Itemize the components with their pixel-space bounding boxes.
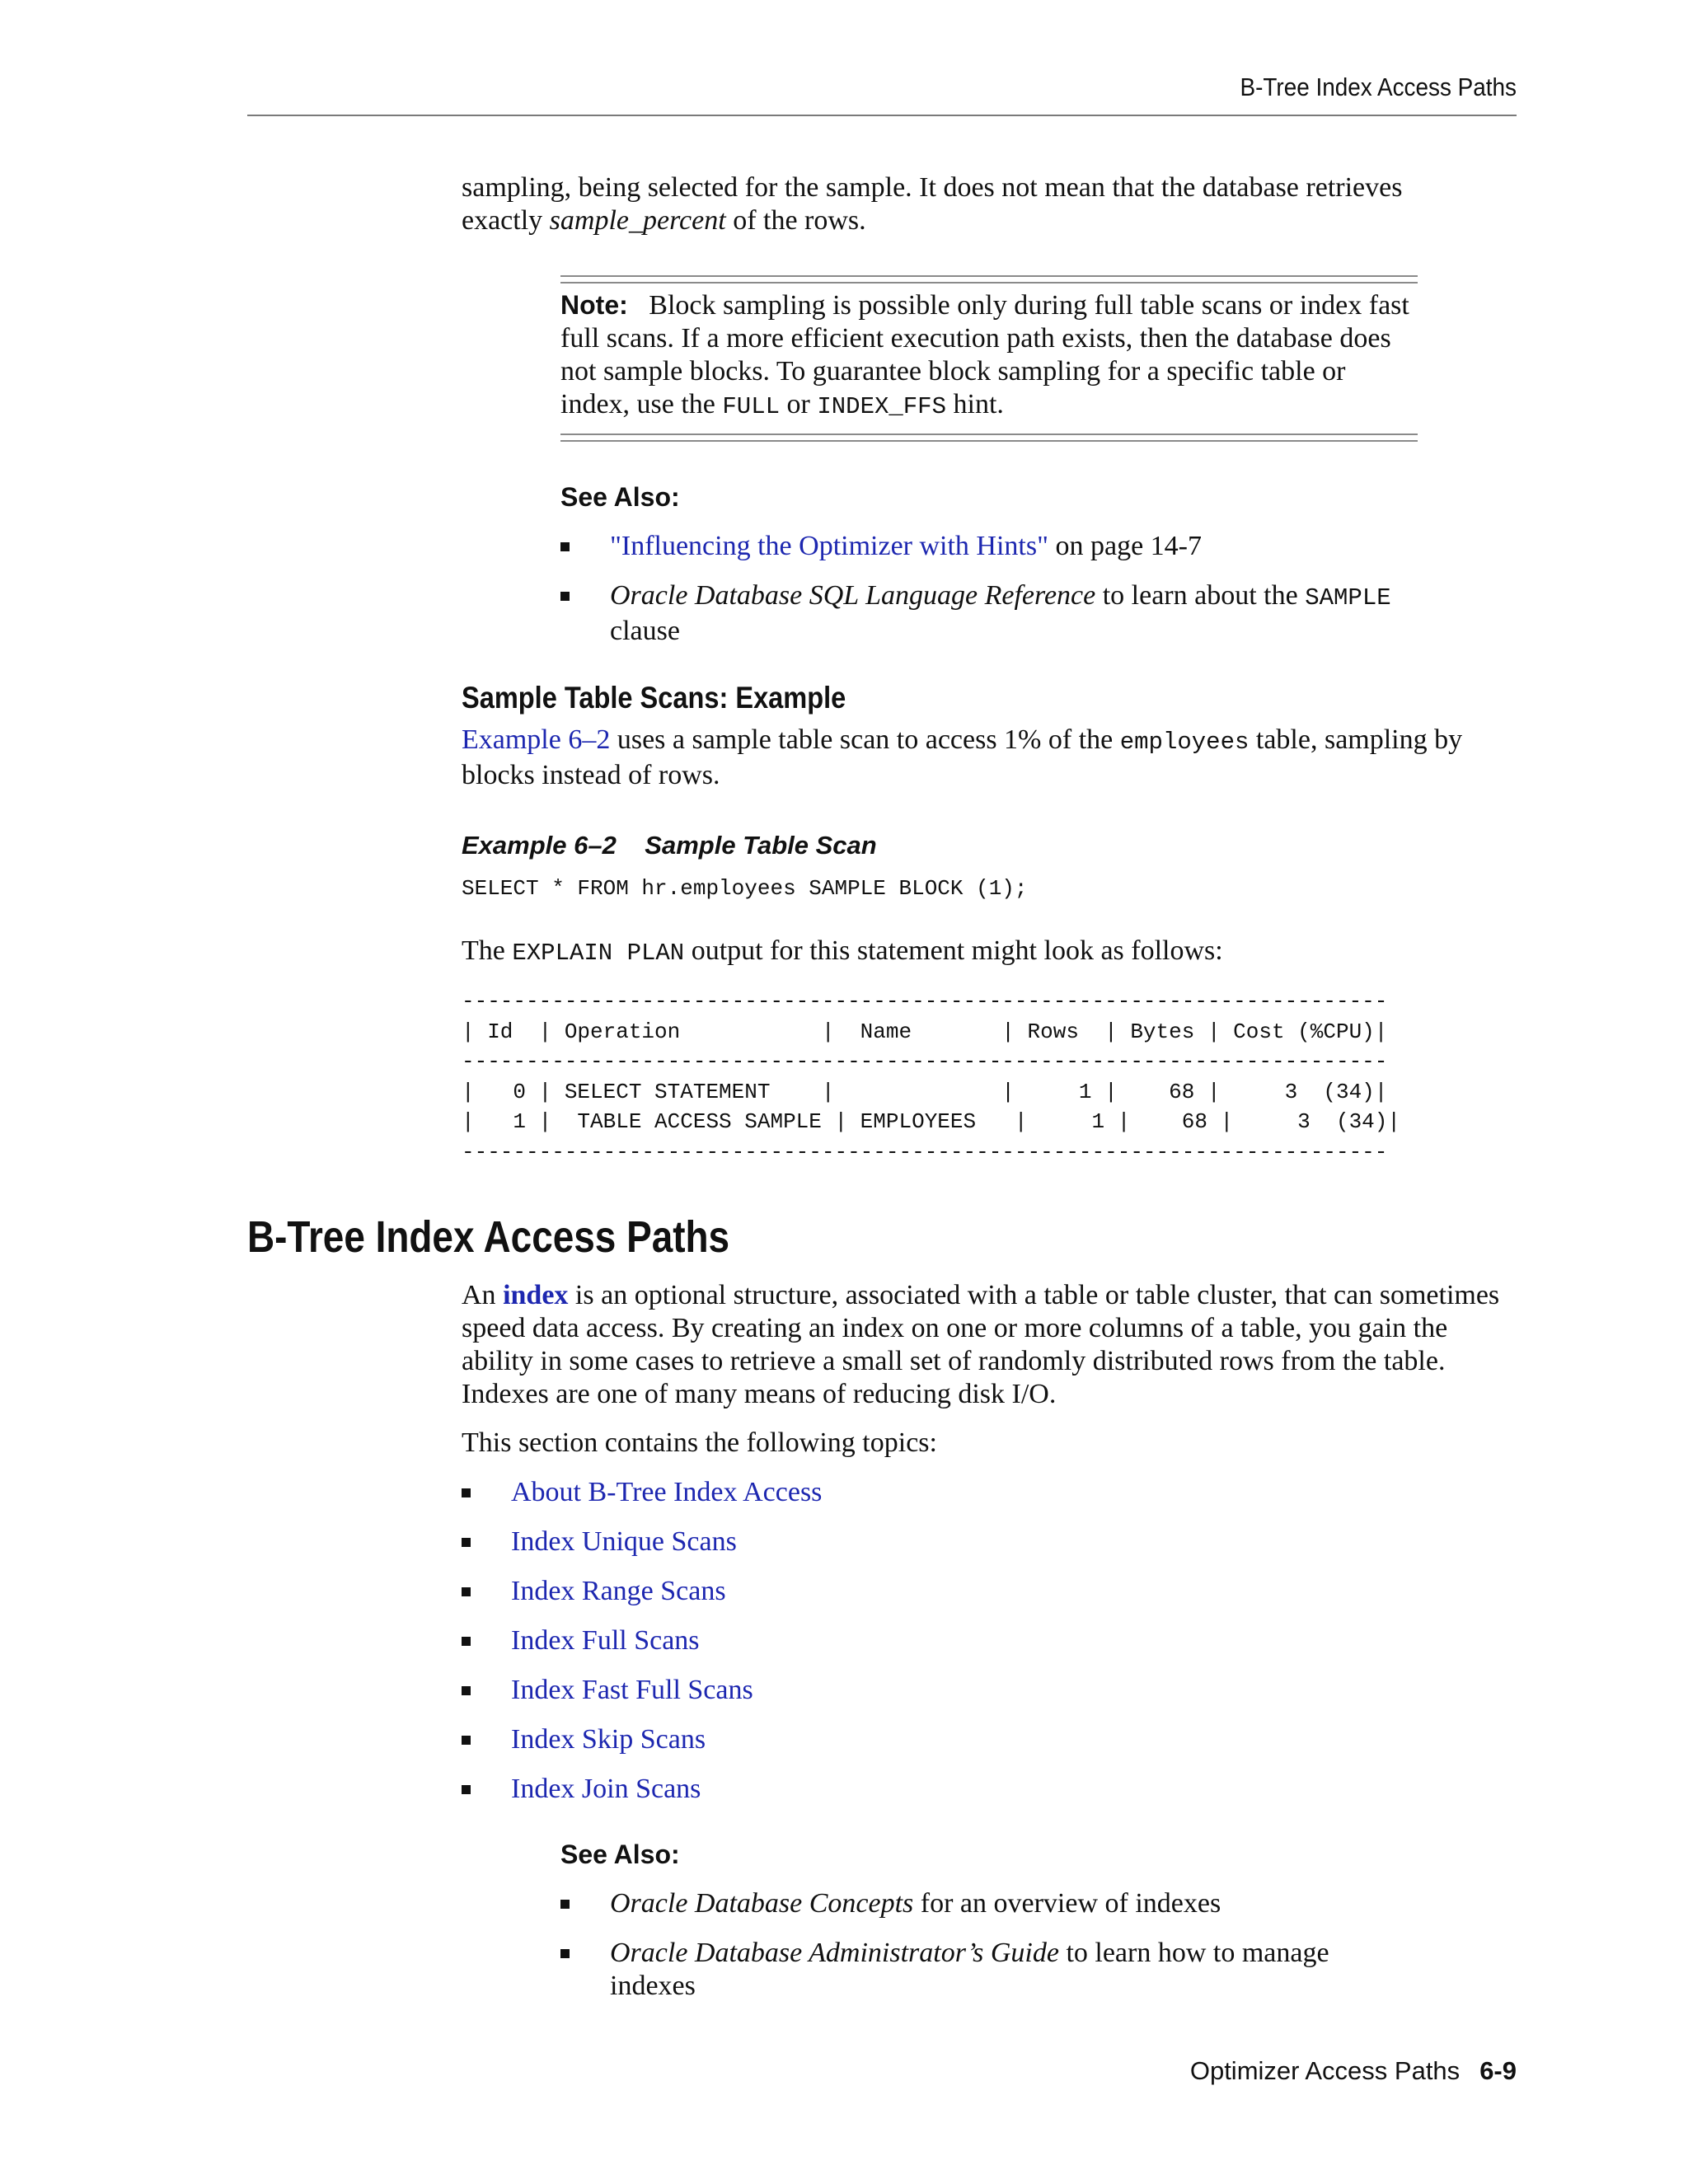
see-also-label-2: See Also: xyxy=(560,1840,680,1869)
bullet-icon xyxy=(462,1686,471,1695)
header-rule xyxy=(247,115,1517,116)
book-title: Oracle Database Concepts xyxy=(610,1888,914,1919)
see-also-list-2 xyxy=(560,1887,1368,2003)
intro-line-1: sampling, being selected for the sample. It does not mean that the database retrieves xyxy=(462,172,1403,203)
bullet-icon xyxy=(462,1785,471,1794)
example-6-2-link[interactable]: Example 6–2 xyxy=(462,724,611,755)
topic-link-skip-scans[interactable]: Index Skip Scans xyxy=(511,1724,706,1755)
plan-output-table: ------------------------------------------------------------------------ | Id | Operation | Name | Rows | Bytes | Cost (%CPU)| ------------------------------------------------------------------------ | 0 | SELECT STATEMENT | | 1 | 68 | 3 (34)| | 1 | TABLE ACCESS SAMPLE | EMPLOYEES | 1 | 68 | 3 (34)| ------------------------------------------------------------------------ xyxy=(462,989,1400,1165)
bullet-icon xyxy=(462,1637,471,1646)
bullet-icon xyxy=(560,542,570,551)
topic-link-join-scans[interactable]: Index Join Scans xyxy=(511,1774,701,1804)
sample-scans-heading: Sample Table Scans: Example xyxy=(462,681,846,715)
topic-item xyxy=(462,1773,1451,1806)
example-title: Example 6–2 Sample Table Scan xyxy=(462,831,877,860)
index-link[interactable]: index xyxy=(503,1280,569,1310)
topics-list xyxy=(462,1476,1451,1806)
topic-link-full-scans[interactable]: Index Full Scans xyxy=(511,1625,700,1656)
page-footer xyxy=(247,2056,1517,2086)
topic-item xyxy=(462,1526,1451,1558)
bullet-icon xyxy=(560,1949,570,1958)
bullet-icon xyxy=(462,1587,471,1596)
topic-item xyxy=(462,1575,1451,1608)
footer-chapter: Optimizer Access Paths xyxy=(1189,2056,1461,2085)
topic-link-fast-full-scans[interactable]: Index Fast Full Scans xyxy=(511,1675,753,1705)
book-title: Oracle Database SQL Language Reference xyxy=(610,580,1096,611)
section-title: B-Tree Index Access Paths xyxy=(247,1212,730,1262)
explain-paragraph: The EXPLAIN PLAN output for this statement might look as follows: xyxy=(462,935,1223,967)
page-number: 6-9 xyxy=(1479,2056,1517,2085)
note-code-full: FULL xyxy=(722,393,781,420)
book-title: Oracle Database Administrator’s Guide xyxy=(610,1938,1059,1968)
note-bottom-rule xyxy=(560,434,1418,442)
bullet-icon xyxy=(462,1538,471,1547)
note-code-index-ffs: INDEX_FFS xyxy=(817,393,946,420)
see-also-item: "Influencing the Optimizer with Hints" on page 14-7 xyxy=(560,530,1418,563)
topic-link-unique-scans[interactable]: Index Unique Scans xyxy=(511,1526,737,1557)
topic-item xyxy=(462,1723,1451,1756)
topic-link-about-btree[interactable]: About B-Tree Index Access xyxy=(511,1477,823,1507)
see-also-label-1: See Also: xyxy=(560,482,680,512)
topic-item xyxy=(462,1476,1451,1509)
note-label: Note: xyxy=(560,290,628,320)
bullet-icon xyxy=(462,1488,471,1497)
bullet-icon xyxy=(462,1736,471,1745)
topic-item xyxy=(462,1624,1451,1657)
bullet-icon xyxy=(560,1900,570,1909)
note-text: Block sampling is possible only during full table scans or index fast full scans. If a more efficient execution path exists, then the database does not sample blocks. To guarantee block sampling for a specific table or index, use the xyxy=(560,290,1409,419)
hints-link[interactable]: "Influencing the Optimizer with Hints" xyxy=(610,531,1048,561)
employees-code: employees xyxy=(1119,729,1250,756)
btree-intro-paragraph: An index is an optional structure, associated with a table or table cluster, that can sometimes speed data access. By creating an index on one or more columns of a table, you gain the ability in some cases to retrieve a small set of randomly distributed rows from the table. Indexes are one of many means of reducing disk I/O. xyxy=(462,1280,1500,1409)
explain-plan-code: EXPLAIN PLAN xyxy=(512,940,685,967)
note-box: Note: Block sampling is possible only during full table scans or index fast full scans. If a more efficient execution path exists, then the database does not sample blocks. To guarantee block sampling for a specific table or index, use the FULL or INDEX_FFS hint. xyxy=(560,290,1409,420)
see-also-item: Oracle Database SQL Language Reference to learn about the SAMPLE clause xyxy=(560,579,1418,648)
see-also-item: Oracle Database Concepts for an overview of indexes xyxy=(560,1887,1368,1920)
note-top-rule xyxy=(560,275,1418,284)
running-header: B-Tree Index Access Paths xyxy=(1240,73,1517,101)
see-also-list-1 xyxy=(560,530,1418,648)
bullet-icon xyxy=(560,592,570,601)
topics-intro: This section contains the following topics: xyxy=(462,1427,937,1458)
sample-code: SAMPLE xyxy=(1305,584,1391,612)
topic-item xyxy=(462,1674,1451,1707)
see-also-item: Oracle Database Administrator’s Guide to learn how to manage indexes xyxy=(560,1937,1352,2003)
intro-paragraph: sampling, being selected for the sample. It does not mean that the database retrieves exactly sample_percent of the rows. xyxy=(462,172,1403,236)
sample-scans-paragraph: Example 6–2 uses a sample table scan to access 1% of the employees table, sampling by blocks instead of rows. xyxy=(462,724,1463,790)
sql-code: SELECT * FROM hr.employees SAMPLE BLOCK (1); xyxy=(462,876,1028,901)
topic-link-range-scans[interactable]: Index Range Scans xyxy=(511,1576,726,1606)
intro-italic-term: sample_percent xyxy=(549,205,726,236)
